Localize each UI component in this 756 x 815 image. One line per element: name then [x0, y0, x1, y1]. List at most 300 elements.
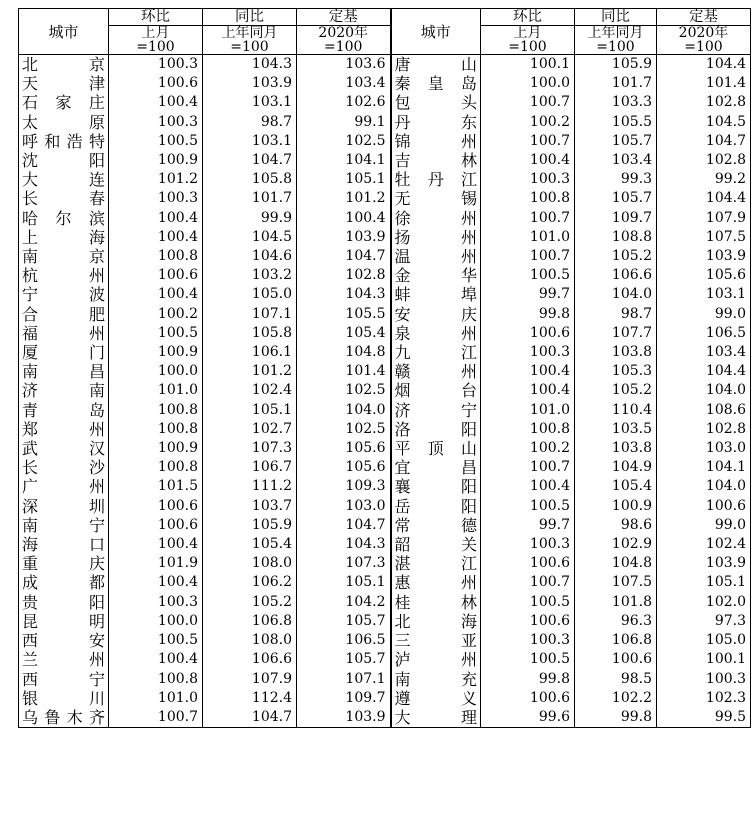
yoy-value: 106.6 [203, 650, 297, 669]
price-index-table-container [18, 8, 750, 728]
table-row [19, 228, 751, 247]
yoy-value: 111.2 [203, 477, 297, 496]
mom-value: 100.6 [109, 74, 203, 93]
mom-base-label: 上月 =100 [109, 26, 203, 55]
table-row [19, 612, 751, 631]
table-row [19, 93, 751, 112]
fixed-base-value: 104.7 [297, 516, 391, 535]
city-name-right: 韶关 [391, 535, 481, 554]
yoy-value: 99.9 [203, 209, 297, 228]
mom-value: 100.9 [109, 343, 203, 362]
city-name-right: 温州 [391, 247, 481, 266]
yoy-value: 104.7 [203, 151, 297, 170]
yoy-value: 103.1 [203, 132, 297, 151]
city-name-right: 大理 [391, 708, 481, 728]
yoy-value-right: 99.8 [575, 708, 657, 728]
yoy-value: 104.3 [203, 55, 297, 75]
yoy-value: 105.1 [203, 401, 297, 420]
city-name-right: 泸州 [391, 650, 481, 669]
yoy-value-right: 98.7 [575, 305, 657, 324]
mom-value-right: 100.7 [481, 93, 575, 112]
mom-column-header-right: 环比 [481, 9, 575, 26]
city-name: 太原 [19, 113, 109, 132]
yoy-value-right: 104.9 [575, 458, 657, 477]
mom-value-right: 100.5 [481, 650, 575, 669]
yoy-value: 106.8 [203, 612, 297, 631]
city-name: 大连 [19, 170, 109, 189]
city-name: 长沙 [19, 458, 109, 477]
mom-column-header: 环比 [109, 9, 203, 26]
fixed-base-value-right: 103.9 [657, 247, 751, 266]
mom-value: 100.0 [109, 362, 203, 381]
fixed-base-value: 109.7 [297, 689, 391, 708]
fixed-base-value: 105.5 [297, 305, 391, 324]
yoy-value: 105.0 [203, 285, 297, 304]
city-name: 沈阳 [19, 151, 109, 170]
mom-value: 100.5 [109, 132, 203, 151]
mom-value: 100.4 [109, 285, 203, 304]
yoy-value-right: 105.4 [575, 477, 657, 496]
mom-value-right: 100.1 [481, 55, 575, 75]
fixed-base-value-right: 105.1 [657, 573, 751, 592]
yoy-column-header: 同比 [203, 9, 297, 26]
mom-value-right: 99.8 [481, 305, 575, 324]
fixed-base-value: 104.8 [297, 343, 391, 362]
mom-value: 100.6 [109, 497, 203, 516]
yoy-value-right: 109.7 [575, 209, 657, 228]
city-name-right: 遵义 [391, 689, 481, 708]
mom-value: 100.9 [109, 151, 203, 170]
yoy-value-right: 100.9 [575, 497, 657, 516]
city-name: 石家庄 [19, 93, 109, 112]
fixed-base-value-right: 97.3 [657, 612, 751, 631]
yoy-value: 107.9 [203, 670, 297, 689]
yoy-value-right: 105.2 [575, 381, 657, 400]
table-row [19, 708, 751, 728]
fixed-base-value-right: 102.8 [657, 151, 751, 170]
fixed-base-value-right: 105.6 [657, 266, 751, 285]
city-name: 福州 [19, 324, 109, 343]
table-row [19, 74, 751, 93]
fixed-base-value-right: 108.6 [657, 401, 751, 420]
yoy-value-right: 110.4 [575, 401, 657, 420]
mom-value: 100.3 [109, 55, 203, 75]
yoy-value-right: 105.2 [575, 247, 657, 266]
fixed-base-value: 101.2 [297, 189, 391, 208]
mom-value: 100.7 [109, 708, 203, 728]
yoy-value-right: 105.5 [575, 113, 657, 132]
mom-value-right: 100.7 [481, 458, 575, 477]
mom-value-right: 100.6 [481, 689, 575, 708]
mom-value-right: 99.8 [481, 670, 575, 689]
city-name-right: 牡丹江 [391, 170, 481, 189]
fixed-base-value-right: 99.0 [657, 516, 751, 535]
mom-value: 100.8 [109, 401, 203, 420]
yoy-value: 103.1 [203, 93, 297, 112]
mom-value-right: 100.3 [481, 535, 575, 554]
city-name-right: 泉州 [391, 324, 481, 343]
mom-value-right: 100.7 [481, 209, 575, 228]
city-name: 上海 [19, 228, 109, 247]
city-name-right: 包头 [391, 93, 481, 112]
yoy-value-right: 96.3 [575, 612, 657, 631]
fixed-base-value: 102.5 [297, 132, 391, 151]
yoy-value-right: 103.8 [575, 439, 657, 458]
city-name-right: 北海 [391, 612, 481, 631]
fixed-base-value: 104.2 [297, 593, 391, 612]
mom-value: 100.3 [109, 189, 203, 208]
mom-value: 100.8 [109, 420, 203, 439]
mom-value-right: 100.7 [481, 132, 575, 151]
yoy-value-right: 106.6 [575, 266, 657, 285]
yoy-base-label: 上年同月 =100 [203, 26, 297, 55]
city-name: 北京 [19, 55, 109, 75]
yoy-value: 105.4 [203, 535, 297, 554]
fixed-base-value: 105.7 [297, 650, 391, 669]
table-row [19, 55, 751, 75]
fixed-base-value: 101.4 [297, 362, 391, 381]
mom-value-right: 100.8 [481, 189, 575, 208]
mom-value: 100.6 [109, 516, 203, 535]
fixed-base-value: 105.1 [297, 573, 391, 592]
city-name: 兰州 [19, 650, 109, 669]
mom-value-right: 100.6 [481, 324, 575, 343]
table-row [19, 209, 751, 228]
city-name-right: 襄阳 [391, 477, 481, 496]
table-row [19, 420, 751, 439]
yoy-value-right: 105.7 [575, 132, 657, 151]
city-name: 深圳 [19, 497, 109, 516]
fixed-base-value: 102.6 [297, 93, 391, 112]
fixed-base-value-right: 104.5 [657, 113, 751, 132]
yoy-value-right: 107.5 [575, 573, 657, 592]
fixed-base-value: 105.6 [297, 458, 391, 477]
table-row [19, 247, 751, 266]
fixed-base-label-right: 2020年 =100 [657, 26, 751, 55]
mom-value-right: 100.6 [481, 612, 575, 631]
table-row [19, 266, 751, 285]
city-price-index-table [18, 8, 751, 728]
table-row [19, 458, 751, 477]
fixed-base-value: 104.3 [297, 285, 391, 304]
yoy-value: 105.9 [203, 516, 297, 535]
city-name: 青岛 [19, 401, 109, 420]
yoy-value: 108.0 [203, 554, 297, 573]
city-name-right: 平顶山 [391, 439, 481, 458]
city-name: 天津 [19, 74, 109, 93]
fixed-base-value: 104.7 [297, 247, 391, 266]
mom-value-right: 99.6 [481, 708, 575, 728]
table-row [19, 670, 751, 689]
mom-value-right: 100.6 [481, 554, 575, 573]
city-name-right: 南充 [391, 670, 481, 689]
city-name-right: 安庆 [391, 305, 481, 324]
fixed-base-value-right: 104.0 [657, 477, 751, 496]
fixed-base-value: 103.6 [297, 55, 391, 75]
city-name-right: 洛阳 [391, 420, 481, 439]
city-name: 南宁 [19, 516, 109, 535]
yoy-value-right: 108.8 [575, 228, 657, 247]
table-row [19, 132, 751, 151]
yoy-value-right: 103.3 [575, 93, 657, 112]
mom-value: 100.5 [109, 324, 203, 343]
yoy-value-right: 107.7 [575, 324, 657, 343]
mom-value-right: 100.7 [481, 573, 575, 592]
yoy-value-right: 102.2 [575, 689, 657, 708]
mom-value: 100.6 [109, 266, 203, 285]
fixed-base-value-right: 103.0 [657, 439, 751, 458]
table-row [19, 305, 751, 324]
mom-value-right: 100.3 [481, 343, 575, 362]
mom-value: 100.4 [109, 228, 203, 247]
yoy-value-right: 103.5 [575, 420, 657, 439]
city-name-right: 吉林 [391, 151, 481, 170]
fixed-base-value-right: 105.0 [657, 631, 751, 650]
city-name: 南京 [19, 247, 109, 266]
fixed-base-value: 105.1 [297, 170, 391, 189]
city-name-right: 九江 [391, 343, 481, 362]
fixed-base-value-right: 104.0 [657, 381, 751, 400]
mom-value: 100.4 [109, 209, 203, 228]
table-row [19, 170, 751, 189]
yoy-value-right: 102.9 [575, 535, 657, 554]
yoy-value: 106.1 [203, 343, 297, 362]
city-name-right: 桂林 [391, 593, 481, 612]
yoy-value-right: 98.6 [575, 516, 657, 535]
table-row [19, 381, 751, 400]
city-name-right: 赣州 [391, 362, 481, 381]
yoy-value-right: 101.8 [575, 593, 657, 612]
fixed-base-value: 102.5 [297, 381, 391, 400]
city-name: 广州 [19, 477, 109, 496]
fixed-base-value-right: 100.6 [657, 497, 751, 516]
fixed-base-value-right: 103.4 [657, 343, 751, 362]
city-name-right: 烟台 [391, 381, 481, 400]
fixed-base-value-right: 104.4 [657, 362, 751, 381]
mom-value: 100.4 [109, 650, 203, 669]
table-row [19, 497, 751, 516]
yoy-value: 107.1 [203, 305, 297, 324]
table-row [19, 189, 751, 208]
yoy-value-right: 104.8 [575, 554, 657, 573]
mom-value-right: 100.0 [481, 74, 575, 93]
fixed-base-value: 103.4 [297, 74, 391, 93]
fixed-base-value-right: 100.1 [657, 650, 751, 669]
fixed-base-value-right: 104.1 [657, 458, 751, 477]
city-name-right: 三亚 [391, 631, 481, 650]
fixed-base-value-right: 104.4 [657, 55, 751, 75]
mom-value-right: 100.5 [481, 266, 575, 285]
table-row [19, 631, 751, 650]
city-name-right: 锦州 [391, 132, 481, 151]
table-header [19, 9, 751, 55]
table-row [19, 535, 751, 554]
yoy-value: 108.0 [203, 631, 297, 650]
yoy-value-right: 104.0 [575, 285, 657, 304]
yoy-value-right: 103.8 [575, 343, 657, 362]
mom-value: 100.3 [109, 593, 203, 612]
fixed-base-value-right: 102.8 [657, 93, 751, 112]
yoy-value: 102.7 [203, 420, 297, 439]
city-name-right: 无锡 [391, 189, 481, 208]
city-name: 成都 [19, 573, 109, 592]
fixed-base-value: 102.8 [297, 266, 391, 285]
city-name-right: 唐山 [391, 55, 481, 75]
city-name: 西宁 [19, 670, 109, 689]
mom-value: 100.8 [109, 247, 203, 266]
fixed-base-value: 104.1 [297, 151, 391, 170]
table-body [19, 55, 751, 728]
fixed-base-value: 107.1 [297, 670, 391, 689]
table-row [19, 113, 751, 132]
fixed-base-value: 107.3 [297, 554, 391, 573]
table-row [19, 401, 751, 420]
yoy-value: 104.7 [203, 708, 297, 728]
city-column-header: 城市 [19, 9, 109, 55]
city-name-right: 惠州 [391, 573, 481, 592]
table-row [19, 650, 751, 669]
yoy-value: 112.4 [203, 689, 297, 708]
mom-value-right: 100.7 [481, 247, 575, 266]
mom-value: 100.2 [109, 305, 203, 324]
fixed-base-value-right: 102.4 [657, 535, 751, 554]
city-name-right: 宜昌 [391, 458, 481, 477]
table-row [19, 689, 751, 708]
table-row [19, 593, 751, 612]
yoy-value: 102.4 [203, 381, 297, 400]
yoy-value: 106.2 [203, 573, 297, 592]
city-name: 郑州 [19, 420, 109, 439]
city-name-right: 金华 [391, 266, 481, 285]
city-name: 西安 [19, 631, 109, 650]
fixed-base-value-right: 99.5 [657, 708, 751, 728]
table-row [19, 573, 751, 592]
mom-value: 100.3 [109, 113, 203, 132]
fixed-base-label: 2020年 =100 [297, 26, 391, 55]
mom-value-right: 99.7 [481, 516, 575, 535]
mom-value: 100.4 [109, 535, 203, 554]
fixed-base-value: 104.3 [297, 535, 391, 554]
fixed-base-value-right: 104.7 [657, 132, 751, 151]
fixed-base-value: 100.4 [297, 209, 391, 228]
city-name: 厦门 [19, 343, 109, 362]
city-name: 哈尔滨 [19, 209, 109, 228]
table-row [19, 439, 751, 458]
yoy-value: 103.2 [203, 266, 297, 285]
fixed-base-value: 104.0 [297, 401, 391, 420]
yoy-value: 101.2 [203, 362, 297, 381]
fixed-base-value-right: 103.9 [657, 554, 751, 573]
fixed-base-value: 105.4 [297, 324, 391, 343]
fixed-base-value-right: 101.4 [657, 74, 751, 93]
mom-value-right: 100.8 [481, 420, 575, 439]
city-name: 宁波 [19, 285, 109, 304]
yoy-value-right: 105.7 [575, 189, 657, 208]
mom-value-right: 100.4 [481, 362, 575, 381]
city-name-right: 蚌埠 [391, 285, 481, 304]
city-name-right: 丹东 [391, 113, 481, 132]
city-name: 昆明 [19, 612, 109, 631]
mom-value: 101.9 [109, 554, 203, 573]
yoy-value: 105.8 [203, 170, 297, 189]
yoy-value: 103.9 [203, 74, 297, 93]
yoy-value-right: 101.7 [575, 74, 657, 93]
fixed-base-value: 105.6 [297, 439, 391, 458]
table-row [19, 554, 751, 573]
table-row [19, 362, 751, 381]
mom-value: 100.5 [109, 631, 203, 650]
mom-value: 100.4 [109, 573, 203, 592]
yoy-value-right: 100.6 [575, 650, 657, 669]
mom-value-right: 100.5 [481, 593, 575, 612]
city-name: 合肥 [19, 305, 109, 324]
yoy-value-right: 105.9 [575, 55, 657, 75]
mom-value-right: 100.5 [481, 497, 575, 516]
fixed-base-value-right: 106.5 [657, 324, 751, 343]
mom-value: 101.2 [109, 170, 203, 189]
city-name-right: 扬州 [391, 228, 481, 247]
table-row [19, 343, 751, 362]
city-name-right: 秦皇岛 [391, 74, 481, 93]
fixed-base-value-right: 103.1 [657, 285, 751, 304]
mom-value-right: 100.2 [481, 113, 575, 132]
city-name: 海口 [19, 535, 109, 554]
yoy-value: 105.2 [203, 593, 297, 612]
city-name: 重庆 [19, 554, 109, 573]
mom-value: 100.9 [109, 439, 203, 458]
yoy-value: 98.7 [203, 113, 297, 132]
yoy-column-header-right: 同比 [575, 9, 657, 26]
table-row [19, 477, 751, 496]
fixed-base-value: 106.5 [297, 631, 391, 650]
fixed-base-value-right: 102.8 [657, 420, 751, 439]
city-name-right: 岳阳 [391, 497, 481, 516]
city-name: 武汉 [19, 439, 109, 458]
mom-value-right: 100.4 [481, 477, 575, 496]
mom-value-right: 100.3 [481, 170, 575, 189]
yoy-value: 101.7 [203, 189, 297, 208]
yoy-value: 106.7 [203, 458, 297, 477]
city-name: 杭州 [19, 266, 109, 285]
fixed-base-value-right: 107.5 [657, 228, 751, 247]
mom-value-right: 100.3 [481, 631, 575, 650]
mom-base-label-right: 上月 =100 [481, 26, 575, 55]
city-name-right: 徐州 [391, 209, 481, 228]
yoy-value: 107.3 [203, 439, 297, 458]
mom-value-right: 101.0 [481, 401, 575, 420]
fixed-base-value: 103.9 [297, 228, 391, 247]
fixed-base-value: 99.1 [297, 113, 391, 132]
mom-value: 101.0 [109, 689, 203, 708]
mom-value-right: 101.0 [481, 228, 575, 247]
mom-value: 101.5 [109, 477, 203, 496]
mom-value-right: 100.4 [481, 151, 575, 170]
mom-value: 101.0 [109, 381, 203, 400]
mom-value: 100.4 [109, 93, 203, 112]
yoy-value: 103.7 [203, 497, 297, 516]
fixed-base-value: 105.7 [297, 612, 391, 631]
fixed-base-value-right: 107.9 [657, 209, 751, 228]
fixed-base-value-right: 104.4 [657, 189, 751, 208]
table-row [19, 516, 751, 535]
yoy-base-label-right: 上年同月 =100 [575, 26, 657, 55]
fixed-base-value-right: 99.0 [657, 305, 751, 324]
city-name: 济南 [19, 381, 109, 400]
fixed-base-value: 109.3 [297, 477, 391, 496]
yoy-value: 105.8 [203, 324, 297, 343]
mom-value-right: 100.4 [481, 381, 575, 400]
table-row [19, 324, 751, 343]
